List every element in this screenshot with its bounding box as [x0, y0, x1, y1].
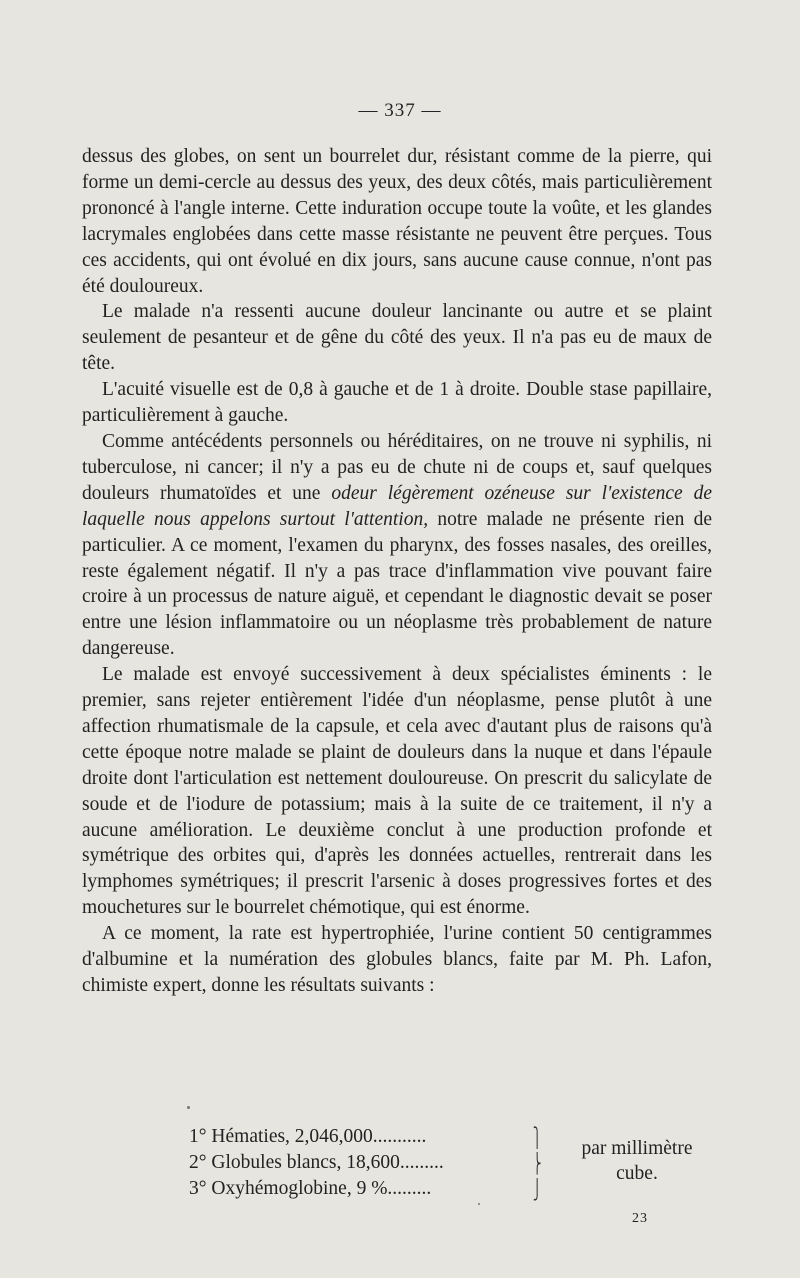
- signature-mark: 23: [632, 1211, 648, 1226]
- blood-count-results: [189, 1124, 444, 1202]
- paragraph-2: [82, 299, 712, 377]
- unit-label: [562, 1136, 712, 1186]
- ink-speck: [187, 1106, 190, 1109]
- body-text: [82, 144, 712, 999]
- result-row-hematies: 1° Hématies, 2,046,000...........: [189, 1126, 427, 1147]
- paragraph-2-text: Le malade n'a ressenti aucune douleur lancinante ou autre et se plaint seulement de pesanteur et de gêne du côté des yeux. Il n'a pas eu de maux de tête.: [82, 301, 712, 375]
- paragraph-6-text: A ce moment, la rate est hypertrophiée, l'urine contient 50 centigrammes d'albumine et la numération des globules blancs, faite par M. Ph. Lafon, chimiste expert, donne les résultats suivants :: [82, 923, 712, 996]
- unit-line-1: par millimètre: [581, 1138, 693, 1159]
- paragraph-6: [82, 921, 712, 999]
- paragraph-5: [82, 662, 712, 921]
- paragraph-3: [82, 377, 712, 429]
- paragraph-4-text-after: notre malade ne présente rien de particulier. A ce moment, l'examen du pharynx, des fosses nasales, des oreilles, reste également négatif. Il n'y a pas trace d'inflammation vive pouvant faire croire à un processus de nature aiguë, et cependant le diagnostic devait se poser entre une lésion inflammatoire ou un néoplasme très probablement de nature dangereuse.: [82, 508, 712, 660]
- ink-speck: [478, 1203, 480, 1205]
- paragraph-1: [82, 144, 712, 299]
- paragraph-1-text: dessus des globes, on sent un bourrelet dur, résistant comme de la pierre, qui forme un demi-cercle au dessus des yeux, des deux côtés, mais particulièrement prononcé à l'angle interne. Cette induration occupe toute la voûte, et les glandes lacrymales englobées dans cette masse résistante ne peuvent être perçues. Tous ces accidents, qui ont évolué en dix jours, sans aucune cause connue, n'ont pas été douloureux.: [82, 146, 712, 297]
- paragraph-3-text: L'acuité visuelle est de 0,8 à gauche et de 1 à droite. Double stase papillaire, particulièrement à gauche.: [82, 379, 712, 427]
- paragraph-5-text: Le malade est envoyé successivement à deux spécialistes éminents : le premier, sans rejeter entièrement l'idée d'un néoplasme, pense plutôt à une affection rhumatismale de la capsule, et cela avec d'autant plus de raisons qu'à cette époque notre malade se plaint de douleurs dans la nuque et dans l'épaule droite dont l'articulation est nettement douloureuse. On prescrit du salicylate de soude et de l'iodure de potassium; mais à la suite de ce traitement, il n'y a aucune amélioration. Le deuxième conclut à une production profonde et symétrique des orbites qui, d'après les données actuelles, rentrerait dans les lymphomes symétriques; il prescrit l'arsenic à doses progressives fortes et des mouchetures sur le bourrelet chémotique, qui est énorme.: [82, 664, 712, 919]
- right-brace: ⎫ ⎬ ⎭: [532, 1128, 542, 1201]
- result-row-globules-blancs: 2° Globules blancs, 18,600.........: [189, 1152, 444, 1173]
- result-row-oxyhemoglobine: 3° Oxyhémoglobine, 9 %.........: [189, 1178, 432, 1199]
- paragraph-4-italic: odeur légèrement ozéneuse sur l'existence de laquelle nous appelons surtout l'attention,: [82, 482, 712, 530]
- paragraph-4-text: Comme antécédents personnels ou héréditaires, on ne trouve ni syphilis, ni tuberculose, ni cancer; il n'y a pas eu de chute ni de coups et, sauf quelques douleurs rhumatoïdes et une: [82, 430, 712, 504]
- page-number: — 337 —: [358, 100, 442, 121]
- paragraph-4: [82, 429, 712, 662]
- unit-line-2: cube.: [616, 1163, 658, 1184]
